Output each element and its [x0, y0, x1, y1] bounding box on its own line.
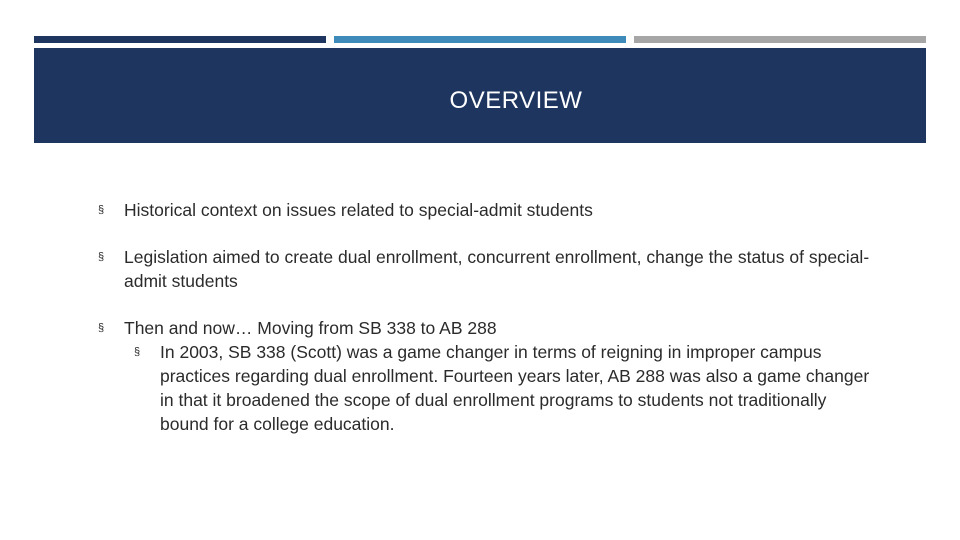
accent-bar-light-blue — [334, 36, 626, 43]
bullet-item — [98, 198, 878, 222]
sub-bullet-marker-icon: § — [134, 346, 141, 358]
sub-bullet-text: In 2003, SB 338 (Scott) was a game changer in terms of reigning in improper campus practices regarding dual enrollment. Fourteen years later, AB 288 was also a game changer in that it broadened the scope of dual enrollment programs to students not traditionally bound for a college education. — [160, 342, 870, 434]
bullet-marker-icon: § — [98, 322, 105, 334]
bullet-marker-icon: § — [98, 204, 105, 216]
slide-title: OVERVIEW — [449, 87, 583, 114]
accent-bar-gray — [634, 36, 926, 43]
accent-bar-dark-blue — [34, 36, 326, 43]
title-band — [34, 48, 926, 143]
sub-bullet-item — [134, 340, 878, 436]
bullet-text: Historical context on issues related to special-admit students — [124, 200, 593, 220]
bullet-item — [98, 316, 878, 436]
bullet-text: Then and now… Moving from SB 338 to AB 288 — [124, 318, 497, 338]
bullet-item — [98, 245, 878, 293]
bullet-text: Legislation aimed to create dual enrollment, concurrent enrollment, change the status of special-admit students — [124, 247, 870, 291]
bullet-list — [98, 198, 878, 459]
bullet-marker-icon: § — [98, 251, 105, 263]
